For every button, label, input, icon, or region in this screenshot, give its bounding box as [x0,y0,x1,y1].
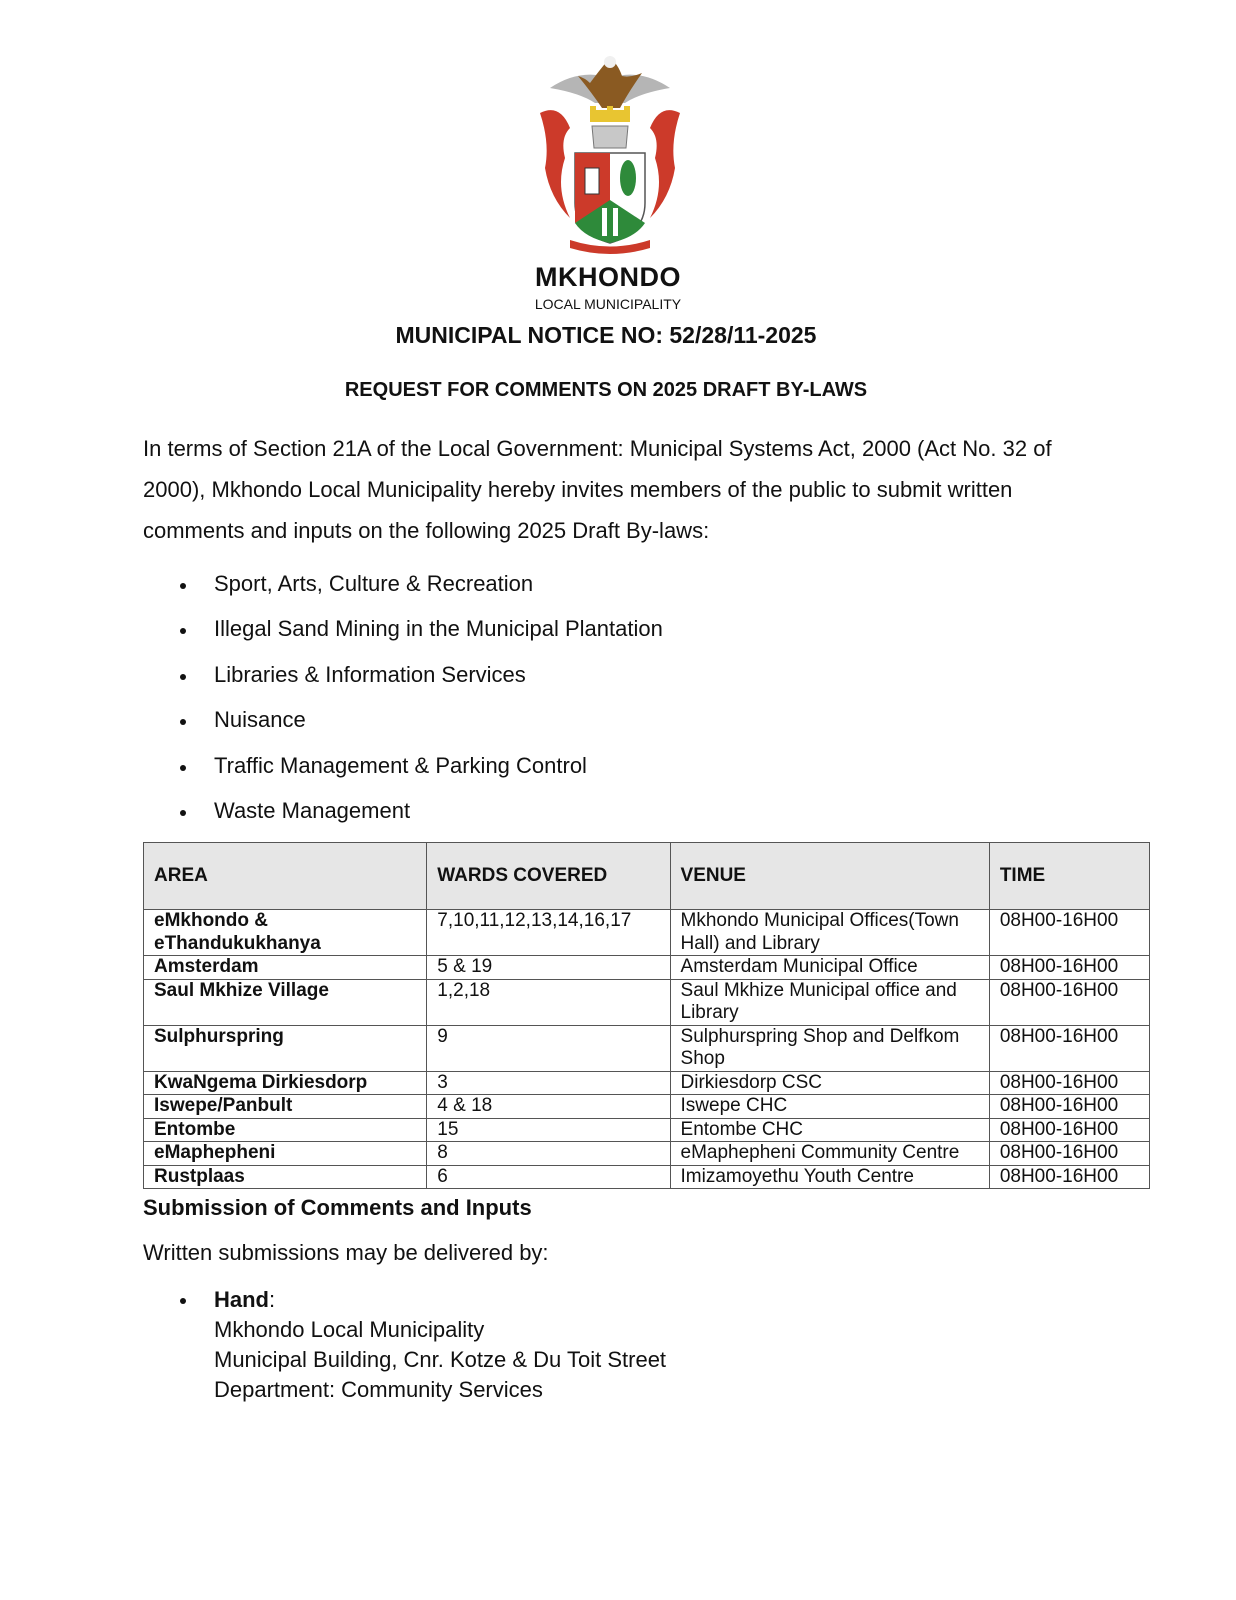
cell-venue: Saul Mkhize Municipal office and Library [670,979,989,1025]
header-area: AREA [144,843,427,910]
table-row [144,1025,1150,1071]
cell-venue: Iswepe CHC [670,1095,989,1119]
cell-wards: 3 [427,1071,670,1095]
cell-time: 08H00-16H00 [989,1071,1149,1095]
document-title: REQUEST FOR COMMENTS ON 2025 DRAFT BY-LAWS [344,379,868,401]
bylaw-item: Traffic Management & Parking Control [143,747,663,792]
cell-venue: Entombe CHC [670,1118,989,1142]
cell-venue: Sulphurspring Shop and Delfkom Shop [670,1025,989,1071]
header-wards: WARDS COVERED [427,843,670,910]
cell-venue: Amsterdam Municipal Office [670,956,989,980]
intro-paragraph: In terms of Section 21A of the Local Government: Municipal Systems Act, 2000 (Act No. 32 of 2000), Mkhondo Local Municipality hereby invites members of the public to submit written comments and inputs on the following 2025 Draft By-laws: [143,436,1052,543]
cell-wards: 5 & 19 [427,956,670,980]
org-name: MKHONDO [535,262,681,292]
cell-wards: 9 [427,1025,670,1071]
cell-area: Entombe [144,1118,427,1142]
cell-venue: eMaphepheni Community Centre [670,1142,989,1166]
header-time: TIME [989,843,1149,910]
table-row [144,1095,1150,1119]
cell-area: Iswepe/Panbult [144,1095,427,1119]
cell-wards: 1,2,18 [427,979,670,1025]
address-line: Municipal Building, Cnr. Kotze & Du Toit Street [214,1347,667,1372]
cell-wards: 7,10,11,12,13,14,16,17 [427,910,670,956]
cell-wards: 6 [427,1165,670,1189]
bylaw-item: Nuisance [143,701,663,746]
cell-venue: Dirkiesdorp CSC [670,1071,989,1095]
cell-time: 08H00-16H00 [989,1118,1149,1142]
cell-area: Amsterdam [144,956,427,980]
cell-area: eMkhondo & eThandukukhanya [144,910,427,956]
header-venue: VENUE [670,843,989,910]
bylaws-list [143,565,663,837]
table-header-row [144,843,1150,910]
venues-table [143,842,1150,1189]
cell-area: eMaphepheni [144,1142,427,1166]
address-line: Mkhondo Local Municipality [214,1317,485,1342]
address-line: Department: Community Services [214,1377,543,1402]
notice-number: MUNICIPAL NOTICE NO: 52/28/11-2025 [395,322,817,348]
cell-area: KwaNgema Dirkiesdorp [144,1071,427,1095]
table-row [144,956,1150,980]
cell-time: 08H00-16H00 [989,956,1149,980]
hand-label: Hand [214,1287,269,1312]
cell-area: Saul Mkhize Village [144,979,427,1025]
submission-heading: Submission of Comments and Inputs [143,1195,532,1220]
cell-area: Rustplaas [144,1165,427,1189]
cell-wards: 4 & 18 [427,1095,670,1119]
municipal-crest-logo [530,48,690,258]
table-row [144,1142,1150,1166]
cell-venue: Mkhondo Municipal Offices(Town Hall) and Library [670,910,989,956]
table-row [144,979,1150,1025]
org-subtitle: LOCAL MUNICIPALITY [534,296,682,312]
cell-wards: 8 [427,1142,670,1166]
cell-area: Sulphurspring [144,1025,427,1071]
table-row [144,1118,1150,1142]
bylaw-item: Waste Management [143,792,663,837]
table-row [144,1165,1150,1189]
cell-time: 08H00-16H00 [989,1142,1149,1166]
hand-delivery-item [143,1285,666,1405]
table-row [144,1071,1150,1095]
bylaw-item: Libraries & Information Services [143,656,663,701]
bylaw-item: Sport, Arts, Culture & Recreation [143,565,663,610]
cell-time: 08H00-16H00 [989,1165,1149,1189]
bylaw-item: Illegal Sand Mining in the Municipal Plantation [143,610,663,655]
cell-time: 08H00-16H00 [989,1095,1149,1119]
table-row [144,910,1150,956]
cell-time: 08H00-16H00 [989,910,1149,956]
cell-wards: 15 [427,1118,670,1142]
submission-text: Written submissions may be delivered by: [143,1240,549,1265]
cell-time: 08H00-16H00 [989,979,1149,1025]
cell-time: 08H00-16H00 [989,1025,1149,1071]
hand-colon: : [269,1287,276,1312]
cell-venue: Imizamoyethu Youth Centre [670,1165,989,1189]
